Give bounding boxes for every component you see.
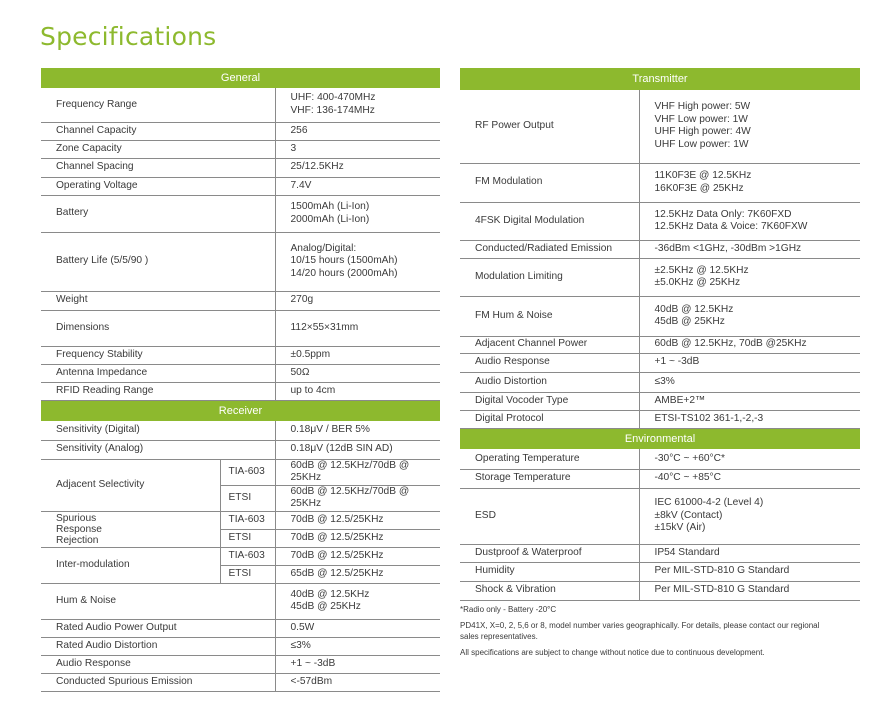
table-row (460, 202, 860, 240)
spec-sublabel: TIA-603 (220, 511, 275, 529)
table-row (41, 232, 440, 291)
table-row (41, 547, 440, 565)
spec-label: RFID Reading Range (41, 382, 275, 400)
table-row (41, 637, 440, 655)
spec-label: Digital Protocol (460, 410, 639, 428)
table-row (460, 410, 860, 428)
page-title: Specifications (40, 22, 217, 51)
spec-value: IP54 Standard (639, 544, 860, 562)
spec-label: 4FSK Digital Modulation (460, 202, 639, 240)
spec-value: UHF: 400-470MHz VHF: 136-174MHz (275, 88, 440, 122)
general-receiver-table (41, 68, 440, 692)
spec-value: VHF High power: 5W VHF Low power: 1W UHF High power: 4W UHF Low power: 1W (639, 90, 860, 163)
table-row (41, 310, 440, 346)
spec-label: Zone Capacity (41, 140, 275, 158)
receiver-header: Receiver (41, 400, 440, 421)
table-row (41, 88, 440, 122)
table-row (460, 353, 860, 372)
spec-value: 0.5W (275, 619, 440, 637)
table-row (41, 421, 440, 440)
spec-label: Battery (41, 195, 275, 232)
spec-label: Inter-modulation (41, 547, 220, 583)
table-row (41, 177, 440, 195)
table-row (41, 195, 440, 232)
spec-value: ETSI-TS102 361-1,-2,-3 (639, 410, 860, 428)
spec-label: Shock & Vibration (460, 581, 639, 600)
spec-value: <-57dBm (275, 673, 440, 691)
spec-label: Humidity (460, 562, 639, 581)
spec-label: Dimensions (41, 310, 275, 346)
spec-value: 40dB @ 12.5KHz 45dB @ 25KHz (275, 583, 440, 619)
spec-value: -36dBm <1GHz, -30dBm >1GHz (639, 240, 860, 258)
spec-value: ±0.5ppm (275, 346, 440, 364)
table-row (41, 346, 440, 364)
spec-value: Per MIL-STD-810 G Standard (639, 581, 860, 600)
spec-value: Per MIL-STD-810 G Standard (639, 562, 860, 581)
table-row (41, 619, 440, 637)
spec-value: Analog/Digital: 10/15 hours (1500mAh) 14/20 hours (2000mAh) (275, 232, 440, 291)
spec-value: ≤3% (639, 372, 860, 392)
table-row (460, 336, 860, 353)
spec-label: RF Power Output (460, 90, 639, 163)
spec-value: IEC 61000-4-2 (Level 4) ±8kV (Contact) ±15kV (Air) (639, 488, 860, 544)
spec-value: 70dB @ 12.5/25KHz (275, 547, 440, 565)
spec-value: 0.18μV (12dB SIN AD) (275, 440, 440, 459)
spec-label: Adjacent Channel Power (460, 336, 639, 353)
spec-value: 65dB @ 12.5/25KHz (275, 565, 440, 583)
spec-sublabel: ETSI (220, 565, 275, 583)
spec-value: 270g (275, 291, 440, 310)
spec-label: Weight (41, 291, 275, 310)
footnote-model: PD41X, X=0, 2, 5,6 or 8, model number varies geographically. For details, please contact our regional sales representatives. (460, 621, 820, 641)
spec-label: Audio Distortion (460, 372, 639, 392)
table-row (41, 440, 440, 459)
spec-label: Digital Vocoder Type (460, 392, 639, 410)
table-row (460, 581, 860, 600)
table-row (460, 296, 860, 336)
spec-sublabel: ETSI (220, 485, 275, 511)
spec-value: +1 ~ -3dB (275, 655, 440, 673)
spec-label: Hum & Noise (41, 583, 275, 619)
table-row (460, 469, 860, 488)
receiver-header-row (41, 400, 440, 421)
table-row (460, 90, 860, 163)
spec-label: Rated Audio Distortion (41, 637, 275, 655)
spec-value: AMBE+2™ (639, 392, 860, 410)
table-row (460, 258, 860, 296)
spec-label: Conducted Spurious Emission (41, 673, 275, 691)
spec-value: 1500mAh (Li-Ion) 2000mAh (Li-Ion) (275, 195, 440, 232)
footnote-disclaimer: All specifications are subject to change without notice due to continuous development. (460, 648, 765, 657)
spec-value: ±2.5KHz @ 12.5KHz ±5.0KHz @ 25KHz (639, 258, 860, 296)
table-row (41, 158, 440, 177)
spec-value: 0.18μV / BER 5% (275, 421, 440, 440)
environmental-header-row (460, 428, 860, 449)
table-row (41, 140, 440, 158)
spec-label: Audio Response (41, 655, 275, 673)
spec-label: Conducted/Radiated Emission (460, 240, 639, 258)
general-header: General (41, 68, 440, 88)
spec-label: ESD (460, 488, 639, 544)
transmitter-header: Transmitter (460, 68, 860, 90)
spec-value: 60dB @ 12.5KHz/70dB @ 25KHz (275, 459, 440, 485)
spec-value: 11K0F3E @ 12.5KHz 16K0F3E @ 25KHz (639, 163, 860, 202)
spec-label: Channel Spacing (41, 158, 275, 177)
spec-sublabel: ETSI (220, 529, 275, 547)
table-row (460, 392, 860, 410)
spec-value: ≤3% (275, 637, 440, 655)
spec-value: 50Ω (275, 364, 440, 382)
spec-label: Sensitivity (Digital) (41, 421, 275, 440)
spec-value: 12.5KHz Data Only: 7K60FXD 12.5KHz Data & Voice: 7K60FXW (639, 202, 860, 240)
spec-label: Frequency Range (41, 88, 275, 122)
spec-value: 70dB @ 12.5/25KHz (275, 511, 440, 529)
spec-label: FM Hum & Noise (460, 296, 639, 336)
table-row (41, 583, 440, 619)
spec-value: 256 (275, 122, 440, 140)
spec-value: +1 ~ -3dB (639, 353, 860, 372)
transmitter-header-row (460, 68, 860, 90)
spec-label: Audio Response (460, 353, 639, 372)
spec-value: 40dB @ 12.5KHz 45dB @ 25KHz (639, 296, 860, 336)
spec-value: -30°C ~ +60°C* (639, 449, 860, 469)
table-row (460, 240, 860, 258)
table-row (460, 562, 860, 581)
table-row (460, 449, 860, 469)
spec-value: 60dB @ 12.5KHz, 70dB @25KHz (639, 336, 860, 353)
table-row (41, 511, 440, 529)
spec-sublabel: TIA-603 (220, 459, 275, 485)
spec-value: 3 (275, 140, 440, 158)
spec-label: Storage Temperature (460, 469, 639, 488)
spec-value: 60dB @ 12.5KHz/70dB @ 25KHz (275, 485, 440, 511)
table-row (41, 122, 440, 140)
footnote-radio: *Radio only - Battery -20°C (460, 605, 557, 614)
environmental-header: Environmental (460, 428, 860, 449)
spec-label: Battery Life (5/5/90 ) (41, 232, 275, 291)
spec-label: Antenna Impedance (41, 364, 275, 382)
spec-label: Dustproof & Waterproof (460, 544, 639, 562)
spec-label: Rated Audio Power Output (41, 619, 275, 637)
spec-label: Modulation Limiting (460, 258, 639, 296)
spec-label: Frequency Stability (41, 346, 275, 364)
footnotes (460, 604, 840, 663)
table-row (460, 163, 860, 202)
spec-label: Spurious Response Rejection (41, 511, 220, 547)
table-row (41, 673, 440, 691)
spec-value: 25/12.5KHz (275, 158, 440, 177)
spec-label: Operating Temperature (460, 449, 639, 469)
spec-label: Channel Capacity (41, 122, 275, 140)
spec-sublabel: TIA-603 (220, 547, 275, 565)
general-header-row (41, 68, 440, 88)
table-row (41, 655, 440, 673)
spec-label: Adjacent Selectivity (41, 459, 220, 511)
spec-value: -40°C ~ +85°C (639, 469, 860, 488)
transmitter-environmental-table (460, 68, 860, 601)
spec-value: 7.4V (275, 177, 440, 195)
table-row (41, 459, 440, 485)
spec-value: 70dB @ 12.5/25KHz (275, 529, 440, 547)
spec-label: FM Modulation (460, 163, 639, 202)
table-row (460, 488, 860, 544)
spec-label: Sensitivity (Analog) (41, 440, 275, 459)
table-row (41, 364, 440, 382)
spec-label: Operating Voltage (41, 177, 275, 195)
table-row (460, 372, 860, 392)
table-row (41, 382, 440, 400)
spec-value: 112×55×31mm (275, 310, 440, 346)
table-row (460, 544, 860, 562)
table-row (41, 291, 440, 310)
spec-value: up to 4cm (275, 382, 440, 400)
